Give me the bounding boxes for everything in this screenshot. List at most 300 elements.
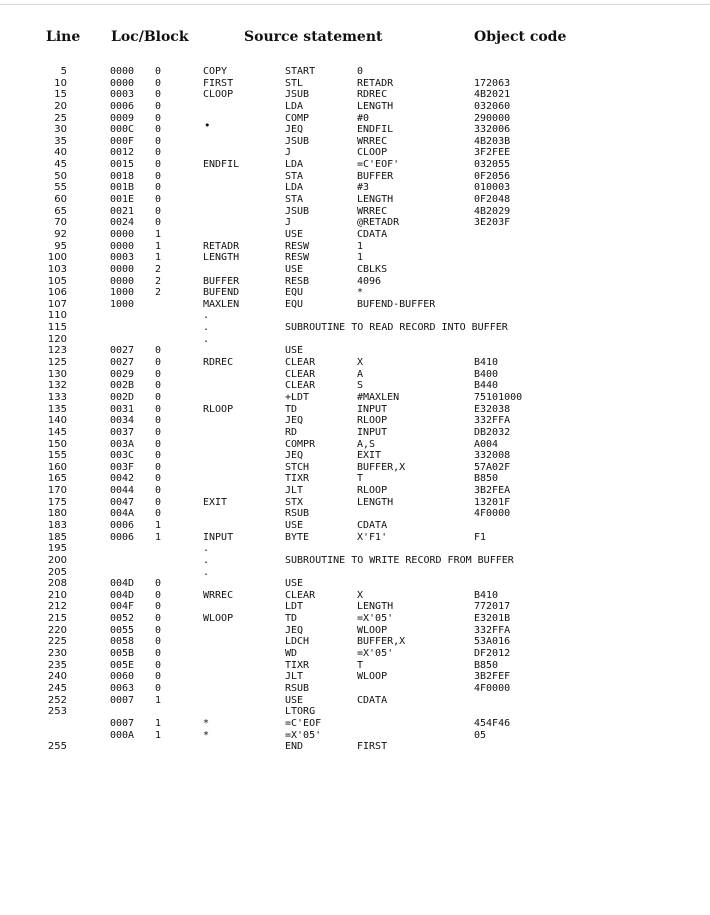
object-code: 4B2029 [474, 205, 511, 217]
location-counter: 0058 [110, 636, 135, 648]
operand-field: BUFFER,X [357, 636, 406, 648]
opcode-field: =C'EOF [285, 717, 322, 729]
object-code: 032055 [474, 159, 511, 171]
location-counter: 0000 [110, 66, 135, 77]
line-number: 230 [47, 648, 67, 660]
location-counter: 0006 [110, 531, 135, 543]
operand-field: A [357, 368, 364, 380]
line-number: 252 [47, 694, 67, 706]
line-number: 160 [47, 461, 67, 473]
location-counter: 0006 [110, 100, 135, 112]
listing-row [0, 648, 710, 660]
block-number: 0 [155, 648, 162, 660]
line-number: 175 [47, 496, 67, 508]
object-code: 3F2FEE [474, 147, 511, 159]
opcode-field: JEQ [285, 450, 304, 462]
listing-row [0, 578, 710, 590]
operand-field: =X'05' [357, 613, 394, 625]
line-number: 210 [47, 589, 67, 601]
line-number: 92 [54, 228, 67, 240]
operand-field: CBLKS [357, 263, 388, 275]
operand-field: INPUT [357, 403, 388, 415]
object-code: 332006 [474, 124, 511, 136]
opcode-field: RSUB [285, 682, 310, 694]
listing-row [0, 473, 710, 485]
location-counter: 0021 [110, 205, 135, 217]
operand-field: LENGTH [357, 601, 394, 613]
line-number: 220 [47, 624, 67, 636]
opcode-field: J [285, 147, 292, 159]
header-source-statement: Source statement [244, 29, 383, 45]
line-number: 110 [47, 310, 67, 322]
listing-row [0, 532, 710, 544]
listing-row [0, 171, 710, 183]
block-number: 0 [155, 601, 162, 613]
listing-row [0, 124, 710, 136]
block-number: 0 [155, 438, 162, 450]
operand-field: 0 [357, 66, 364, 77]
opcode-field: EQU [285, 298, 304, 310]
object-code: 0F2048 [474, 194, 511, 206]
line-number: 10 [54, 77, 67, 89]
listing-row [0, 590, 710, 602]
operand-field: 4096 [357, 275, 382, 287]
operand-field: RDREC [357, 89, 388, 101]
operand-field: EXIT [357, 450, 382, 462]
line-number: 135 [47, 403, 67, 415]
listing-row [0, 706, 710, 718]
object-code: 05 [474, 729, 487, 741]
line-number: 60 [54, 194, 67, 206]
listing-row [0, 380, 710, 392]
opcode-field: LDCH [285, 636, 310, 648]
block-number: 2 [155, 287, 162, 299]
label-field: . [203, 333, 210, 345]
operand-field: WLOOP [357, 624, 388, 636]
operand-field: S [357, 380, 364, 392]
listing-row [0, 625, 710, 637]
listing-row [0, 543, 710, 555]
block-number: 0 [155, 636, 162, 648]
location-counter: 0031 [110, 403, 135, 415]
block-number: 0 [155, 77, 162, 89]
opcode-field: USE [285, 519, 304, 531]
operand-field: FIRST [357, 741, 388, 753]
listing-row [0, 159, 710, 171]
listing-row [0, 485, 710, 497]
location-counter: 0000 [110, 275, 135, 287]
location-counter: 0024 [110, 217, 135, 229]
object-code: B410 [474, 589, 499, 601]
operand-field: CDATA [357, 694, 388, 706]
block-number: 0 [155, 170, 162, 182]
operand-field: ENDFIL [357, 124, 394, 136]
object-code: F1 [474, 531, 487, 543]
opcode-field: COMP [285, 112, 310, 124]
block-number: 0 [155, 345, 162, 357]
object-code: A004 [474, 438, 499, 450]
operand-field: X'F1' [357, 531, 388, 543]
opcode-field: JSUB [285, 89, 310, 101]
location-counter: 0006 [110, 519, 135, 531]
operand-field: @RETADR [357, 217, 400, 229]
opcode-field: JEQ [285, 415, 304, 427]
listing-row [0, 206, 710, 218]
listing-row [0, 660, 710, 672]
line-number: 208 [47, 578, 67, 590]
block-number: 0 [155, 613, 162, 625]
listing-row [0, 66, 710, 78]
line-number: 123 [47, 345, 67, 357]
location-counter: 000C [110, 124, 135, 136]
location-counter: 1000 [110, 298, 135, 310]
opcode-field: LDA [285, 159, 304, 171]
operand-field: RETADR [357, 77, 394, 89]
listing-row [0, 439, 710, 451]
location-counter: 004D [110, 578, 135, 590]
location-counter: 001E [110, 194, 135, 206]
location-counter: 0029 [110, 368, 135, 380]
line-number: 15 [54, 89, 67, 101]
opcode-field: BYTE [285, 531, 310, 543]
listing-row [0, 392, 710, 404]
location-counter: 0027 [110, 357, 135, 369]
object-code: 4B203B [474, 135, 511, 147]
operand-field: BUFFER,X [357, 461, 406, 473]
block-number: 1 [155, 228, 162, 240]
listing-row [0, 252, 710, 264]
line-number: 30 [54, 124, 67, 136]
location-counter: 0009 [110, 112, 135, 124]
listing-row [0, 695, 710, 707]
line-number: 20 [54, 100, 67, 112]
opcode-field: SUBROUTINE TO WRITE RECORD FROM BUFFER [285, 554, 514, 566]
object-code: 53A016 [474, 636, 511, 648]
operand-field: #3 [357, 182, 370, 194]
listing-row [0, 264, 710, 276]
location-counter: 0018 [110, 170, 135, 182]
opcode-field: START [285, 66, 316, 77]
line-number: 183 [47, 519, 67, 531]
line-number: 132 [47, 380, 67, 392]
line-number: 120 [47, 333, 67, 345]
line-number: 225 [47, 636, 67, 648]
location-counter: 003F [110, 461, 135, 473]
opcode-field: TD [285, 403, 298, 415]
line-number: 253 [47, 706, 67, 718]
location-counter: 0015 [110, 159, 135, 171]
location-counter: 0044 [110, 485, 135, 497]
stray-mark: • [204, 119, 211, 132]
location-counter: 0012 [110, 147, 135, 159]
line-number: 205 [47, 566, 67, 578]
listing-row [0, 334, 710, 346]
listing-row [0, 508, 710, 520]
opcode-field: LDT [285, 601, 304, 613]
location-counter: 002D [110, 391, 135, 403]
location-counter: 004F [110, 601, 135, 613]
block-number: 0 [155, 589, 162, 601]
block-number: 1 [155, 519, 162, 531]
line-number: 25 [54, 112, 67, 124]
listing-row [0, 497, 710, 509]
operand-field: =X'05' [357, 648, 394, 660]
location-counter: 0034 [110, 415, 135, 427]
block-number: 0 [155, 112, 162, 124]
listing-row [0, 555, 710, 567]
label-field: WLOOP [203, 613, 234, 625]
operand-field: * [357, 287, 364, 299]
opcode-field: LTORG [285, 706, 316, 718]
object-code: B400 [474, 368, 499, 380]
line-number: 155 [47, 450, 67, 462]
opcode-field: COMPR [285, 438, 316, 450]
opcode-field: RESW [285, 252, 310, 264]
line-number: 195 [47, 543, 67, 555]
listing-row [0, 287, 710, 299]
operand-field: CLOOP [357, 147, 388, 159]
operand-field: WRREC [357, 135, 388, 147]
line-number: 165 [47, 473, 67, 485]
block-number: 0 [155, 380, 162, 392]
block-number: 0 [155, 426, 162, 438]
block-number: 0 [155, 182, 162, 194]
object-code: 0F2056 [474, 170, 511, 182]
label-field: LENGTH [203, 252, 240, 264]
location-counter: 1000 [110, 287, 135, 299]
location-counter: 0055 [110, 624, 135, 636]
block-number: 0 [155, 217, 162, 229]
object-code: 4B2021 [474, 89, 511, 101]
block-number: 1 [155, 694, 162, 706]
label-field: BUFEND [203, 287, 240, 299]
object-code: B440 [474, 380, 499, 392]
line-number: 35 [54, 135, 67, 147]
operand-field: LENGTH [357, 496, 394, 508]
location-counter: 0000 [110, 240, 135, 252]
opcode-field: CLEAR [285, 357, 316, 369]
location-counter: 005E [110, 659, 135, 671]
opcode-field: STX [285, 496, 304, 508]
opcode-field: JEQ [285, 624, 304, 636]
listing-row [0, 718, 710, 730]
line-number: 100 [47, 252, 67, 264]
block-number: 0 [155, 135, 162, 147]
line-number: 170 [47, 485, 67, 497]
line-number: 140 [47, 415, 67, 427]
block-number: 0 [155, 147, 162, 159]
line-number: 5 [60, 66, 67, 77]
location-counter: 0003 [110, 89, 135, 101]
object-code: 3E203F [474, 217, 511, 229]
object-code: DB2032 [474, 426, 511, 438]
listing-row [0, 101, 710, 113]
object-code: 4F0000 [474, 508, 511, 520]
listing-row [0, 147, 710, 159]
opcode-field: EQU [285, 287, 304, 299]
operand-field: CDATA [357, 228, 388, 240]
operand-field: BUFEND-BUFFER [357, 298, 436, 310]
listing-row [0, 683, 710, 695]
location-counter: 0042 [110, 473, 135, 485]
line-number: 106 [47, 287, 67, 299]
object-code: 332FFA [474, 624, 511, 636]
line-number: 235 [47, 659, 67, 671]
line-number: 200 [47, 554, 67, 566]
block-number: 0 [155, 403, 162, 415]
location-counter: 000A [110, 729, 135, 741]
block-number: 0 [155, 508, 162, 520]
listing-row [0, 741, 710, 753]
object-code: B410 [474, 357, 499, 369]
object-code: 332FFA [474, 415, 511, 427]
object-code: 3B2FEA [474, 485, 511, 497]
label-field: CLOOP [203, 89, 234, 101]
location-counter: 0052 [110, 613, 135, 625]
object-code: 13201F [474, 496, 511, 508]
line-number: 70 [54, 217, 67, 229]
opcode-field: STA [285, 194, 304, 206]
operand-field: X [357, 589, 364, 601]
listing-row [0, 241, 710, 253]
line-number: 130 [47, 368, 67, 380]
location-counter: 0047 [110, 496, 135, 508]
opcode-field: STL [285, 77, 304, 89]
opcode-field: WD [285, 648, 298, 660]
location-counter: 0060 [110, 671, 135, 683]
label-field: INPUT [203, 531, 234, 543]
operand-field: WLOOP [357, 671, 388, 683]
opcode-field: USE [285, 578, 304, 590]
location-counter: 0037 [110, 426, 135, 438]
location-counter: 0007 [110, 694, 135, 706]
operand-field: X [357, 357, 364, 369]
location-counter: 0003 [110, 252, 135, 264]
block-number: 0 [155, 659, 162, 671]
line-number: 255 [47, 741, 67, 753]
header-line: Line [46, 29, 81, 45]
operand-field: A,S [357, 438, 376, 450]
listing-row [0, 404, 710, 416]
label-field: EXIT [203, 496, 228, 508]
object-code: 3B2FEF [474, 671, 511, 683]
object-code: 75101000 [474, 391, 523, 403]
label-field: . [203, 543, 210, 555]
listing-row [0, 369, 710, 381]
location-counter: 002B [110, 380, 135, 392]
label-field: * [203, 729, 210, 741]
listing-row [0, 194, 710, 206]
operand-field: RLOOP [357, 485, 388, 497]
block-number: 0 [155, 485, 162, 497]
opcode-field: CLEAR [285, 380, 316, 392]
location-counter: 0063 [110, 682, 135, 694]
block-number: 0 [155, 100, 162, 112]
listing-row [0, 462, 710, 474]
operand-field: BUFFER [357, 170, 394, 182]
opcode-field: JLT [285, 485, 304, 497]
block-number: 0 [155, 205, 162, 217]
opcode-field: STA [285, 170, 304, 182]
block-number: 0 [155, 682, 162, 694]
operand-field: CDATA [357, 519, 388, 531]
object-code: DF2012 [474, 648, 511, 660]
opcode-field: JEQ [285, 124, 304, 136]
line-number: 180 [47, 508, 67, 520]
line-number: 245 [47, 682, 67, 694]
object-code: E3201B [474, 613, 511, 625]
object-code: 57A02F [474, 461, 511, 473]
opcode-field: +LDT [285, 391, 310, 403]
block-number: 2 [155, 275, 162, 287]
opcode-field: RSUB [285, 508, 310, 520]
block-number: 0 [155, 473, 162, 485]
operand-field: T [357, 473, 364, 485]
location-counter: 0000 [110, 228, 135, 240]
listing-row [0, 322, 710, 334]
label-field: RDREC [203, 357, 234, 369]
listing-row [0, 310, 710, 322]
operand-field: 1 [357, 240, 364, 252]
location-counter: 0000 [110, 263, 135, 275]
listing-rows [0, 66, 710, 753]
opcode-field: SUBROUTINE TO READ RECORD INTO BUFFER [285, 322, 508, 334]
location-counter: 0027 [110, 345, 135, 357]
opcode-field: USE [285, 228, 304, 240]
object-code: 032060 [474, 100, 511, 112]
location-counter: 001B [110, 182, 135, 194]
label-field: . [203, 310, 210, 322]
operand-field: RLOOP [357, 415, 388, 427]
label-field: ENDFIL [203, 159, 240, 171]
line-number: 107 [47, 298, 67, 310]
label-field: RETADR [203, 240, 240, 252]
object-code: 290000 [474, 112, 511, 124]
label-field: . [203, 322, 210, 334]
operand-field: WRREC [357, 205, 388, 217]
listing-row [0, 636, 710, 648]
block-number: 0 [155, 89, 162, 101]
opcode-field: END [285, 741, 304, 753]
line-number: 103 [47, 263, 67, 275]
line-number: 133 [47, 391, 67, 403]
listing-row [0, 567, 710, 579]
block-number: 1 [155, 729, 162, 741]
object-code: 772017 [474, 601, 511, 613]
block-number: 0 [155, 124, 162, 136]
listing-row [0, 113, 710, 125]
listing-row [0, 613, 710, 625]
operand-field: T [357, 659, 364, 671]
block-number: 0 [155, 450, 162, 462]
block-number: 1 [155, 531, 162, 543]
listing-row [0, 357, 710, 369]
object-code: 010003 [474, 182, 511, 194]
block-number: 1 [155, 240, 162, 252]
block-number: 0 [155, 624, 162, 636]
object-code: 332008 [474, 450, 511, 462]
opcode-field: USE [285, 263, 304, 275]
operand-field: #MAXLEN [357, 391, 400, 403]
line-number: 65 [54, 205, 67, 217]
opcode-field: RD [285, 426, 298, 438]
block-number: 1 [155, 252, 162, 264]
opcode-field: JLT [285, 671, 304, 683]
listing-row [0, 276, 710, 288]
header-object-code: Object code [474, 29, 567, 45]
object-code: 454F46 [474, 717, 511, 729]
block-number: 0 [155, 357, 162, 369]
